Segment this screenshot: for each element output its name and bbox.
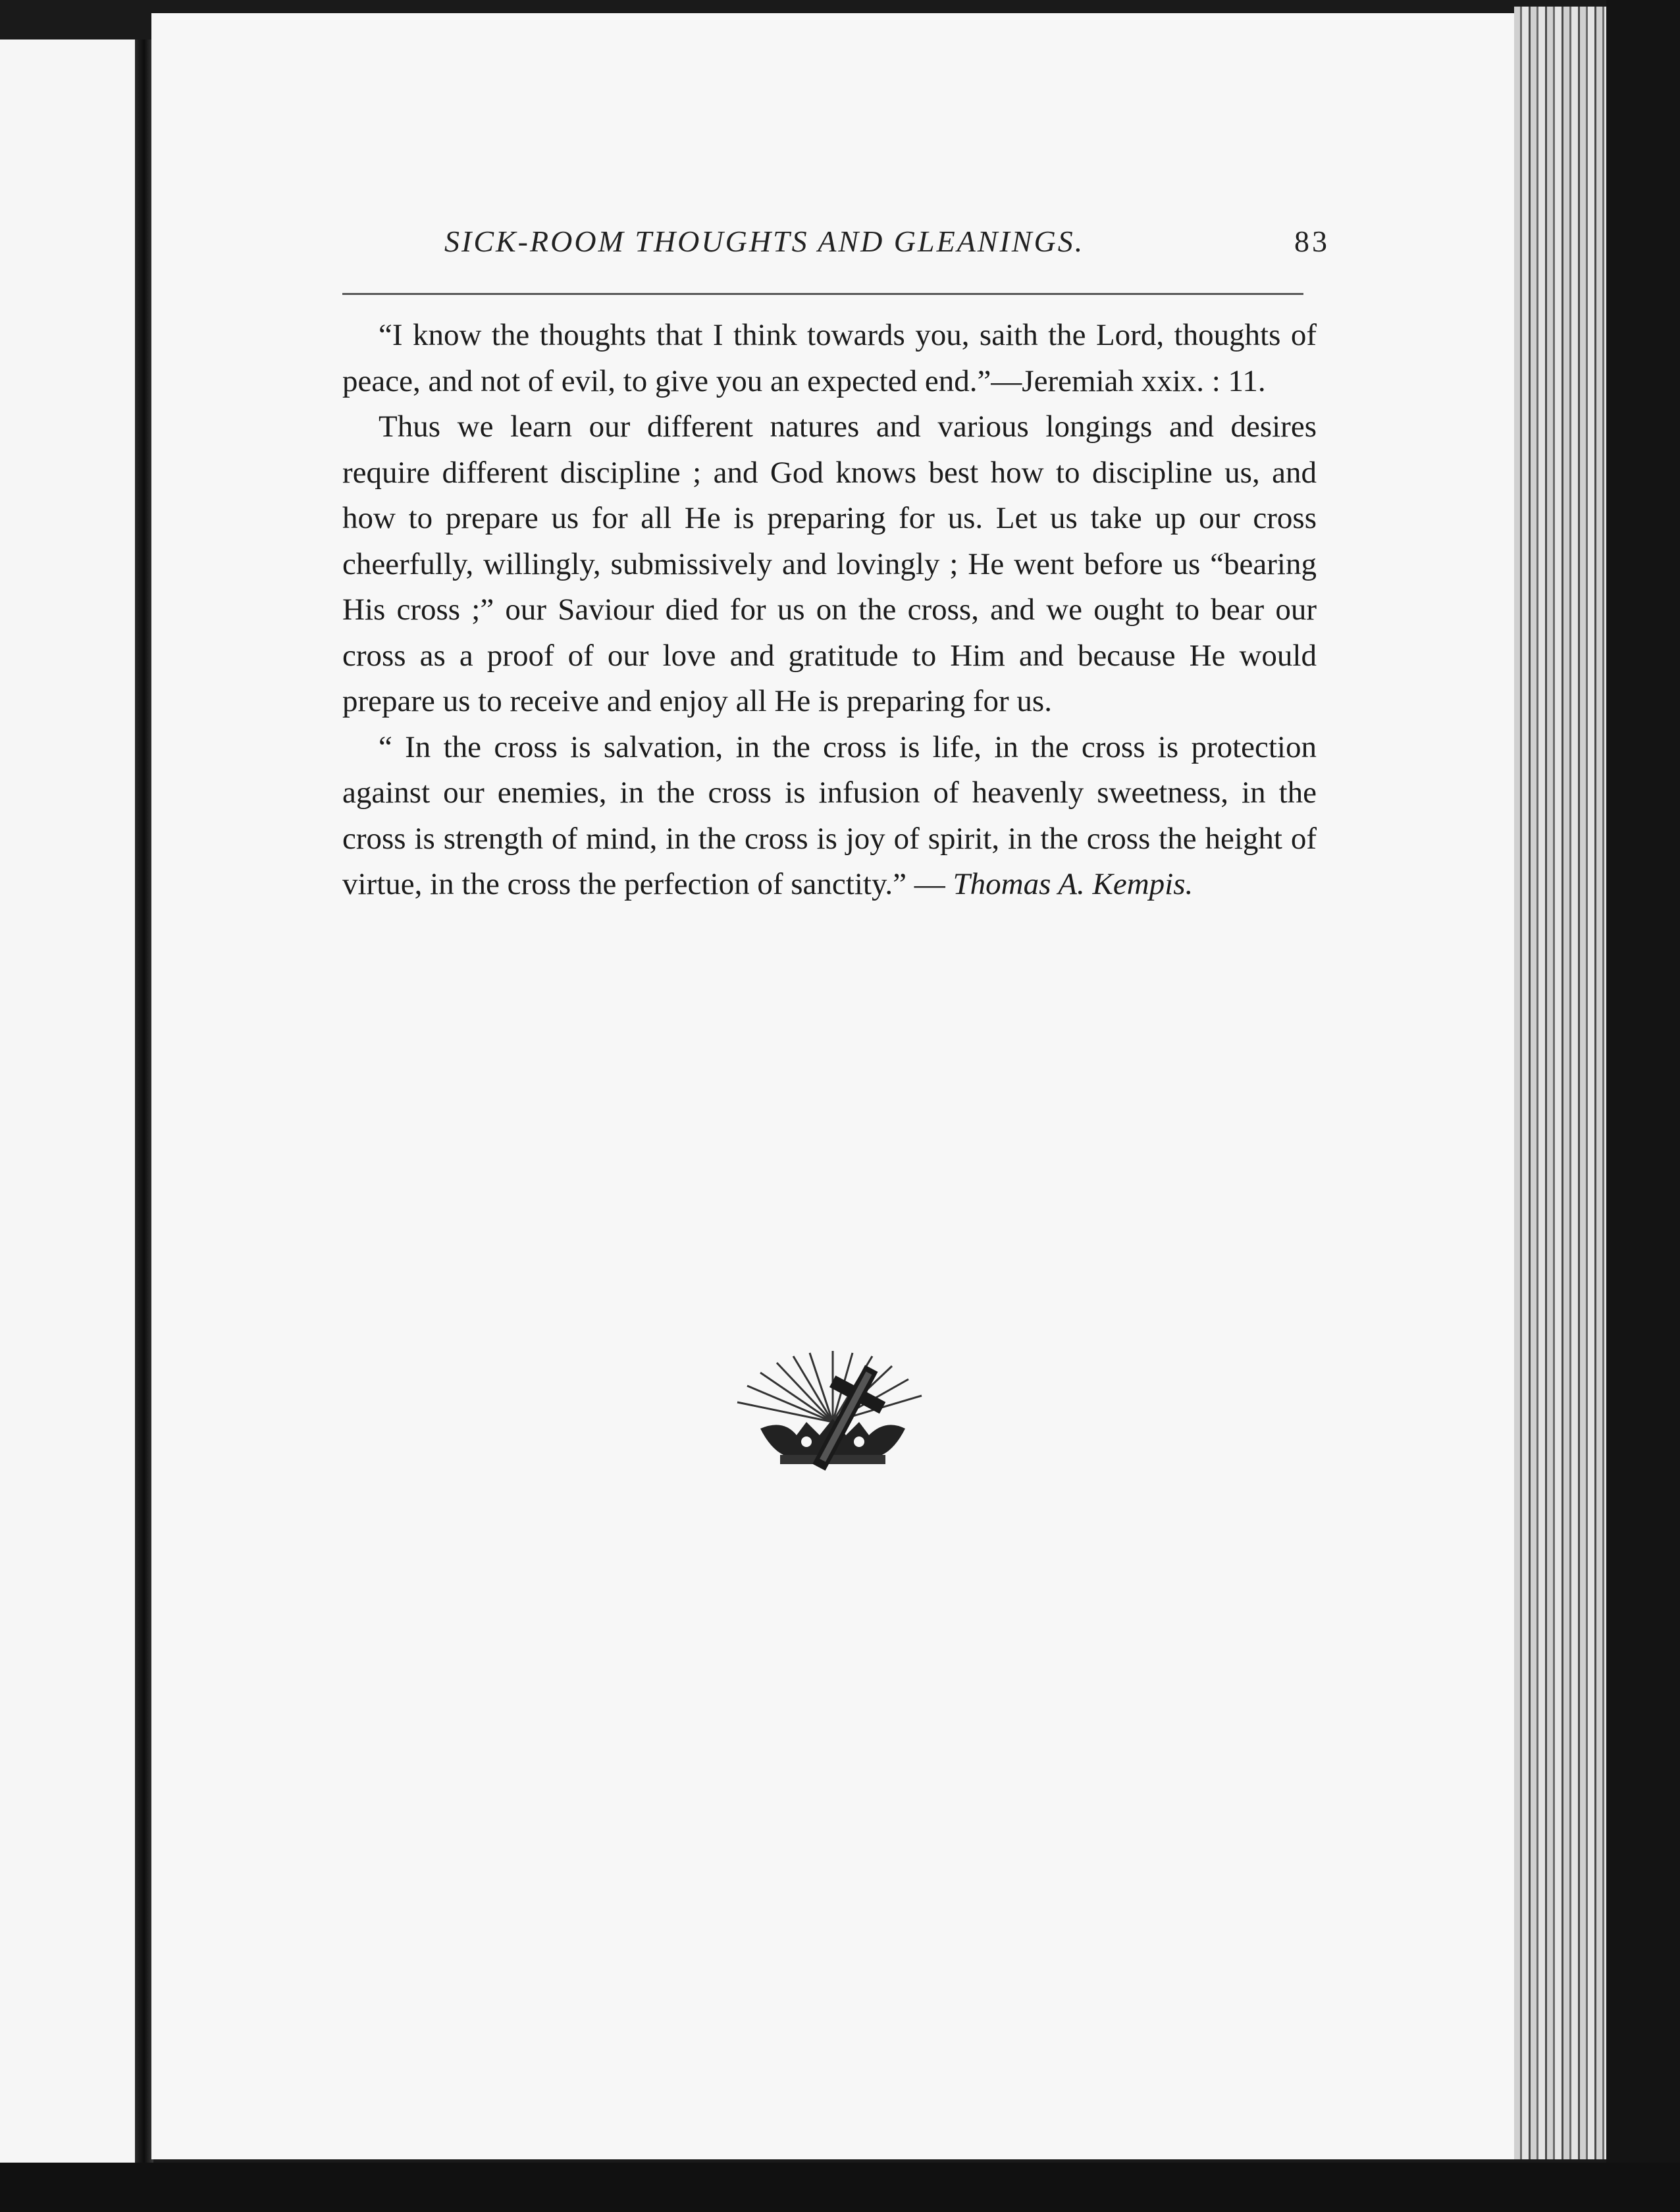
body-text [342, 313, 1317, 908]
left-page-edge [0, 40, 142, 2166]
running-head [342, 217, 1343, 270]
crown-and-cross-icon [724, 1350, 941, 1481]
quote-jeremiah: “I know the thoughts that I think towards you, saith the Lord, thoughts of peace, and not of evil, to give you an expected end.”—Jeremiah xxix. : 11. [342, 318, 1317, 398]
page-number: 83 [1294, 224, 1330, 258]
book-cover-edge [1606, 0, 1680, 2212]
crown-and-cross-icon-graphic [724, 1350, 941, 1481]
book-gutter [135, 40, 153, 2166]
attribution-kempis: Thomas A. Kempis. [953, 867, 1194, 901]
quote-kempis-text: “ In the cross is salvation, in the cross is life, in the cross is protection against our enemies, in the cross is infusion of heavenly sweetness, in the cross is strength of mind, in the cross is joy of spirit, in the cross the height of virtue, in the cross the perfection of sanctity.” — [342, 729, 1317, 901]
header-rule [342, 293, 1303, 295]
quote-kempis [342, 725, 1317, 908]
scan-bottom-edge [0, 2163, 1680, 2212]
running-title: SICK-ROOM THOUGHTS AND GLEANINGS. [444, 224, 1085, 258]
paragraph-discipline: Thus we learn our different natures and various longings and desires require different discipline ; and God knows best how to discipline us, and how to prepare us for all He is preparing for us. Let us take up our cross cheerfully, willingly, submissively and lovingly ; He went before us “bearing His cross ;” our Saviour died for us on the cross, and we ought to bear our cross as a proof of our love and gratitude to Him and because He would prepare us to receive and enjoy all He is preparing for us. [342, 409, 1317, 718]
